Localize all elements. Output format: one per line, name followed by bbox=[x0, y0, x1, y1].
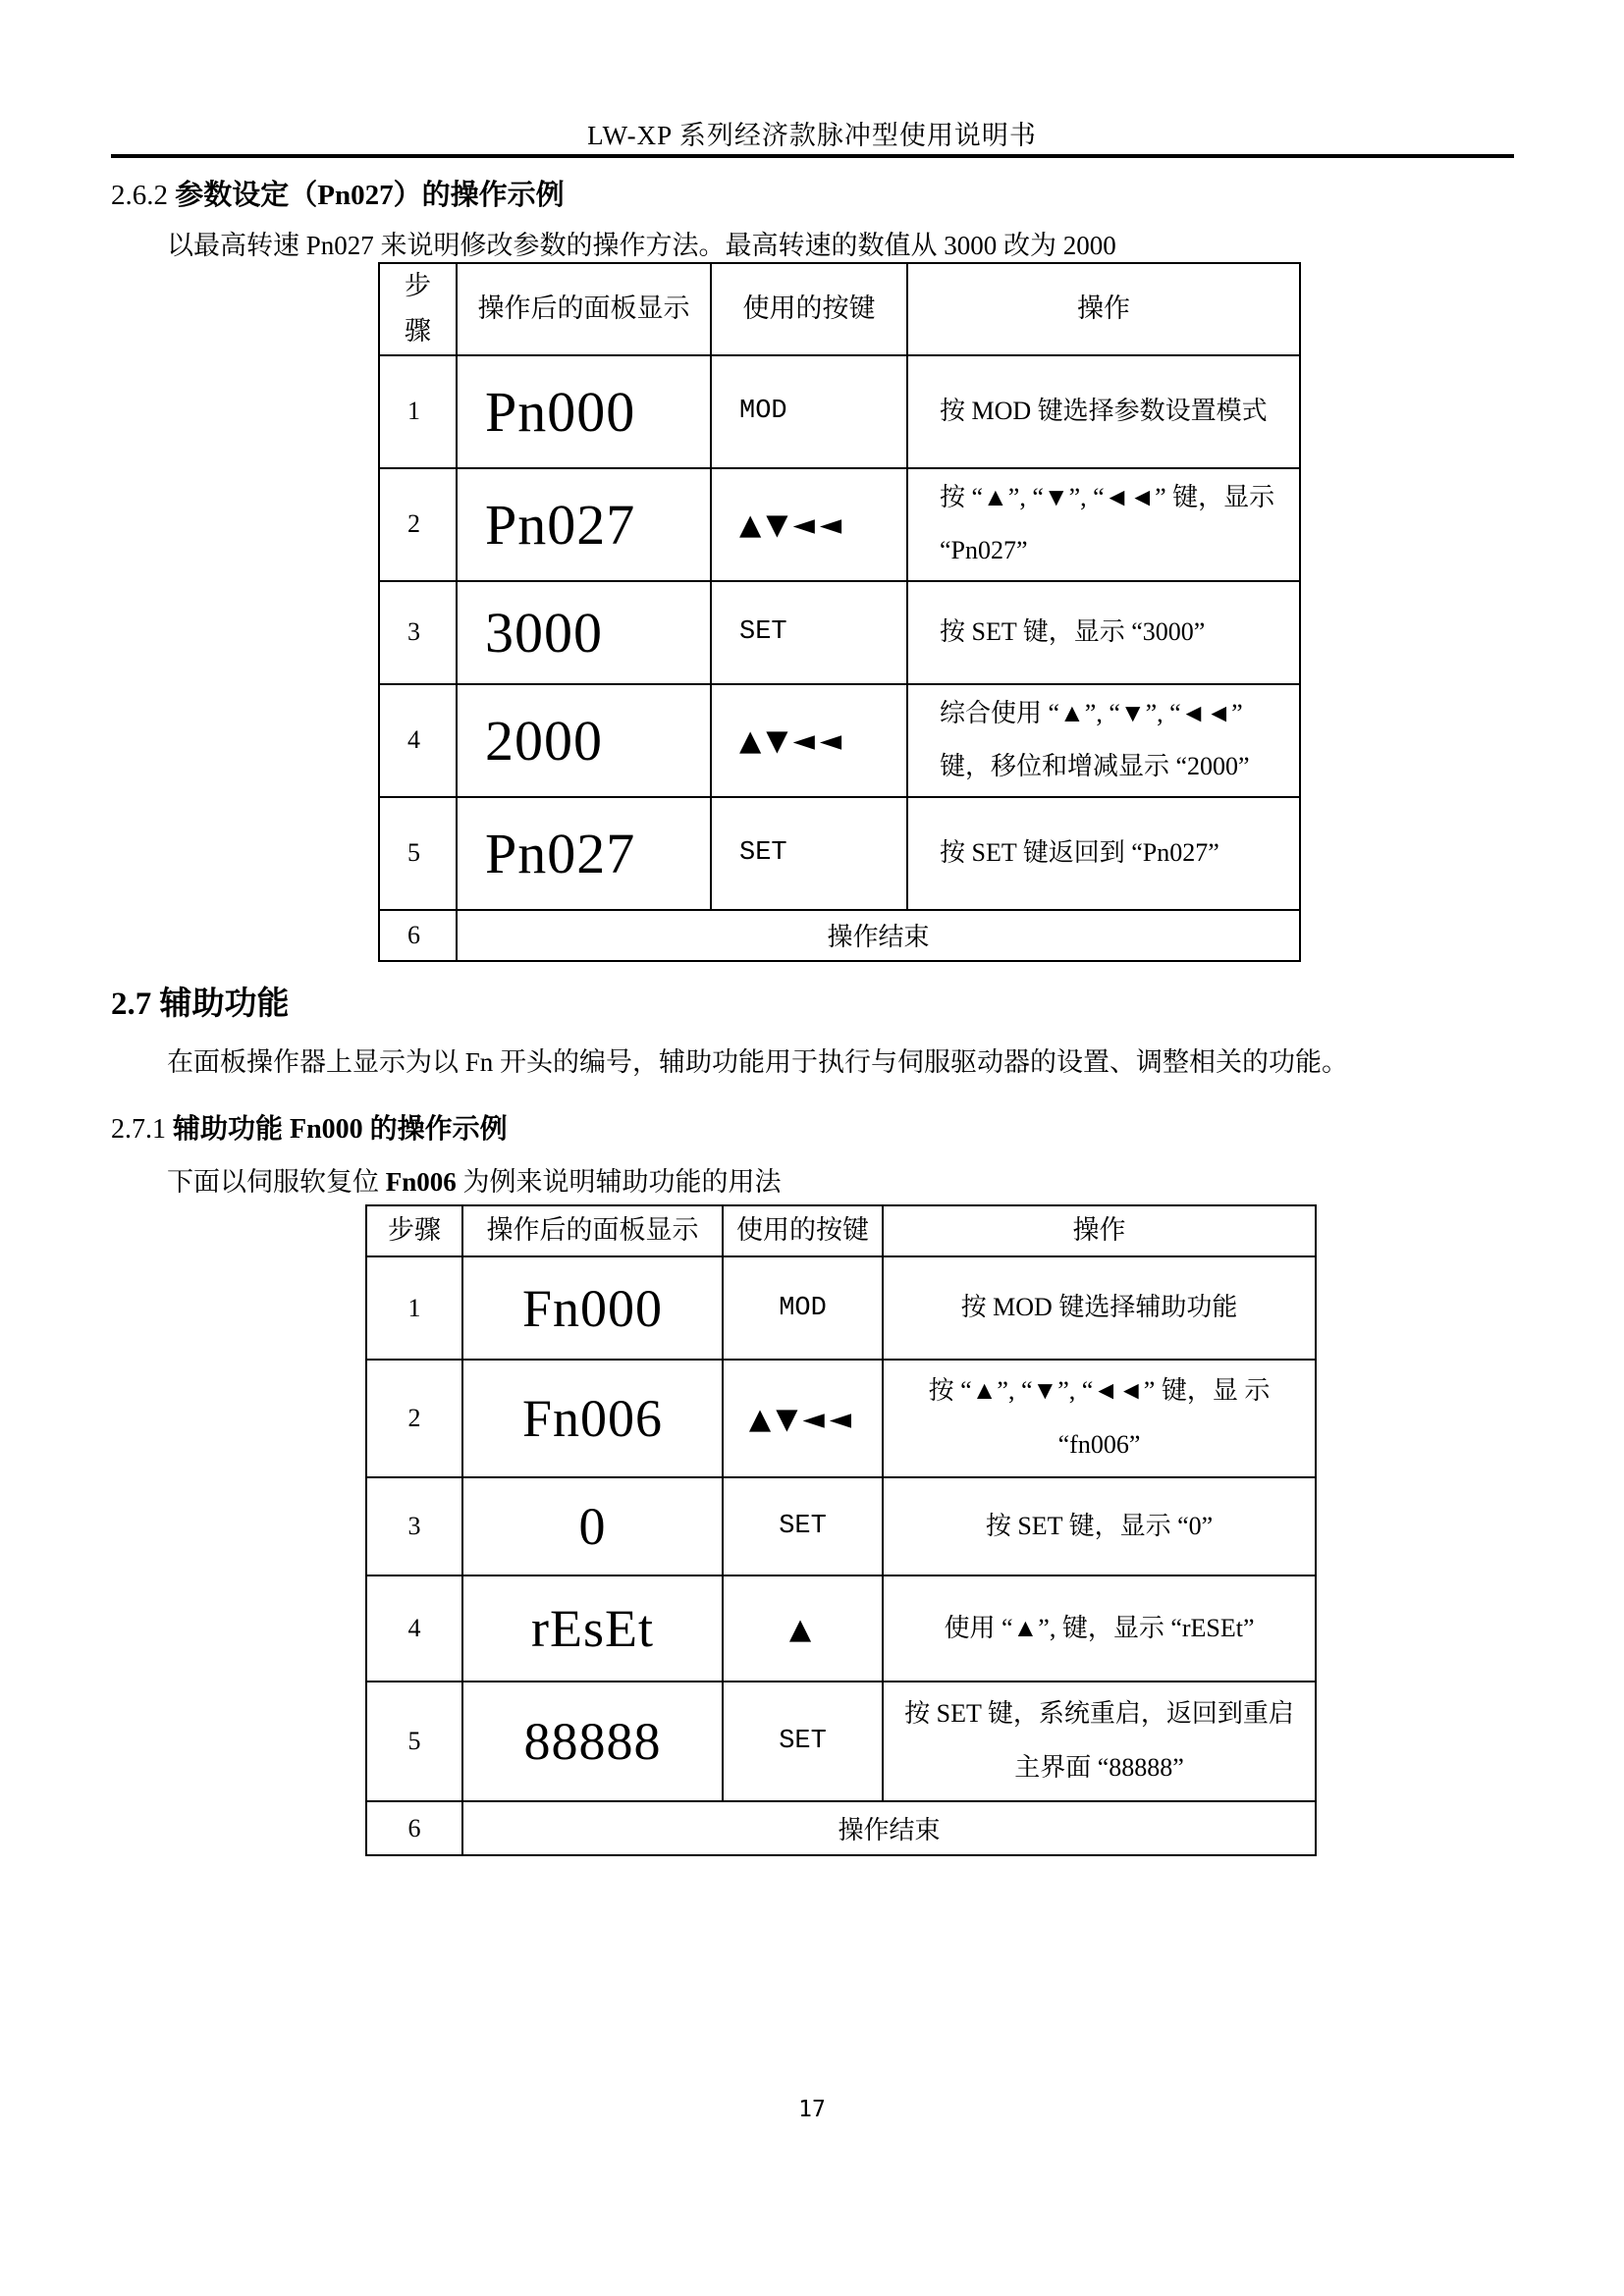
table-row bbox=[379, 468, 1300, 581]
step-cell: 5 bbox=[366, 1682, 462, 1801]
panel-display: Pn027 bbox=[457, 468, 711, 581]
parameter-setting-table bbox=[378, 262, 1301, 962]
table-row bbox=[379, 684, 1300, 797]
operation-text: 按 MOD 键选择参数设置模式 bbox=[907, 355, 1300, 468]
key-label: MOD bbox=[723, 1256, 883, 1360]
key-label: SET bbox=[711, 797, 907, 910]
table-row bbox=[366, 1256, 1316, 1360]
panel-display: Pn027 bbox=[457, 797, 711, 910]
section-2-6-2-intro: 以最高转速 Pn027 来说明修改参数的操作方法。最高转速的数值从 3000 改为 2000 bbox=[167, 231, 1116, 260]
key-label: SET bbox=[723, 1477, 883, 1575]
column-header-key: 使用的按键 bbox=[723, 1205, 883, 1256]
column-header-step: 步骤 bbox=[366, 1205, 462, 1256]
table-row bbox=[366, 1360, 1316, 1477]
operation-end-label: 操作结束 bbox=[462, 1801, 1316, 1855]
step-cell: 3 bbox=[366, 1477, 462, 1575]
step-cell: 6 bbox=[379, 910, 457, 961]
section-heading-2-7-1 bbox=[111, 1107, 508, 1147]
panel-display: Pn000 bbox=[457, 355, 711, 468]
operation-text: 按 SET 键，显示 “0” bbox=[883, 1477, 1316, 1575]
step-cell: 3 bbox=[379, 581, 457, 684]
table-end-row bbox=[379, 910, 1300, 961]
header-divider-rule bbox=[111, 154, 1514, 158]
panel-display: 3000 bbox=[457, 581, 711, 684]
operation-text: 按 MOD 键选择辅助功能 bbox=[883, 1256, 1316, 1360]
operation-text: 按 “▲”, “▼”, “◄◄” 键，显示 “Pn027” bbox=[907, 468, 1300, 581]
operation-end-label: 操作结束 bbox=[457, 910, 1300, 961]
key-label: SET bbox=[711, 581, 907, 684]
page-number: 17 bbox=[798, 2097, 826, 2122]
key-label: MOD bbox=[711, 355, 907, 468]
operation-text: 综合使用 “▲”, “▼”, “◄◄” 键，移位和增减显示 “2000” bbox=[907, 684, 1300, 797]
section-2-7-intro: 在面板操作器上显示为以 Fn 开头的编号，辅助功能用于执行与伺服驱动器的设置、调整相关的功能。 bbox=[167, 1047, 1349, 1077]
section-2-7-1-intro bbox=[167, 1160, 782, 1199]
column-header-display: 操作后的面板显示 bbox=[462, 1205, 723, 1256]
step-cell: 4 bbox=[366, 1575, 462, 1682]
operation-text: 使用 “▲”, 键，显示 “rESEt” bbox=[883, 1575, 1316, 1682]
section-title: 辅助功能 Fn000 的操作示例 bbox=[173, 1114, 508, 1145]
arrow-keys-icon: ▲▼◄◄ bbox=[711, 468, 907, 581]
intro-text: 为例来说明辅助功能的用法 bbox=[456, 1167, 782, 1197]
panel-display: 2000 bbox=[457, 684, 711, 797]
table-header-row bbox=[366, 1205, 1316, 1256]
table-row bbox=[366, 1575, 1316, 1682]
step-cell: 2 bbox=[366, 1360, 462, 1477]
section-number: 2.7.1 bbox=[111, 1114, 166, 1145]
operation-text: 按 SET 键，系统重启，返回到重启 主界面 “88888” bbox=[883, 1682, 1316, 1801]
intro-text: 下面以伺服软复位 bbox=[167, 1167, 386, 1197]
section-title: 参数设定（Pn027）的操作示例 bbox=[175, 180, 565, 211]
operation-text: 按 “▲”, “▼”, “◄◄” 键，显 示 “fn006” bbox=[883, 1360, 1316, 1477]
table-row bbox=[366, 1682, 1316, 1801]
aux-function-table bbox=[365, 1204, 1317, 1856]
table-header-row bbox=[379, 263, 1300, 355]
panel-display: Fn006 bbox=[462, 1360, 723, 1477]
section-heading-2-7: 2.7 辅助功能 bbox=[111, 987, 290, 1022]
table-row bbox=[379, 355, 1300, 468]
column-header-display: 操作后的面板显示 bbox=[457, 263, 711, 355]
table-row bbox=[379, 581, 1300, 684]
column-header-operation: 操作 bbox=[883, 1205, 1316, 1256]
arrow-keys-icon: ▲▼◄◄ bbox=[723, 1360, 883, 1477]
step-cell: 2 bbox=[379, 468, 457, 581]
section-heading-2-6-2 bbox=[111, 173, 565, 213]
document-header-title: LW-XP 系列经济款脉冲型使用说明书 bbox=[587, 121, 1037, 150]
panel-display: 88888 bbox=[462, 1682, 723, 1801]
column-header-operation: 操作 bbox=[907, 263, 1300, 355]
panel-display: Fn000 bbox=[462, 1256, 723, 1360]
step-cell: 6 bbox=[366, 1801, 462, 1855]
panel-display: rEsEt bbox=[462, 1575, 723, 1682]
operation-text: 按 SET 键返回到 “Pn027” bbox=[907, 797, 1300, 910]
up-arrow-key-icon: ▲ bbox=[723, 1575, 883, 1682]
table-end-row bbox=[366, 1801, 1316, 1855]
arrow-keys-icon: ▲▼◄◄ bbox=[711, 684, 907, 797]
step-cell: 1 bbox=[366, 1256, 462, 1360]
step-cell: 4 bbox=[379, 684, 457, 797]
section-number: 2.6.2 bbox=[111, 180, 168, 211]
column-header-step: 步骤 bbox=[379, 263, 457, 355]
step-cell: 5 bbox=[379, 797, 457, 910]
operation-text: 按 SET 键，显示 “3000” bbox=[907, 581, 1300, 684]
table-row bbox=[379, 797, 1300, 910]
table-row bbox=[366, 1477, 1316, 1575]
panel-display: 0 bbox=[462, 1477, 723, 1575]
intro-code: Fn006 bbox=[385, 1167, 457, 1197]
column-header-key: 使用的按键 bbox=[711, 263, 907, 355]
step-cell: 1 bbox=[379, 355, 457, 468]
key-label: SET bbox=[723, 1682, 883, 1801]
